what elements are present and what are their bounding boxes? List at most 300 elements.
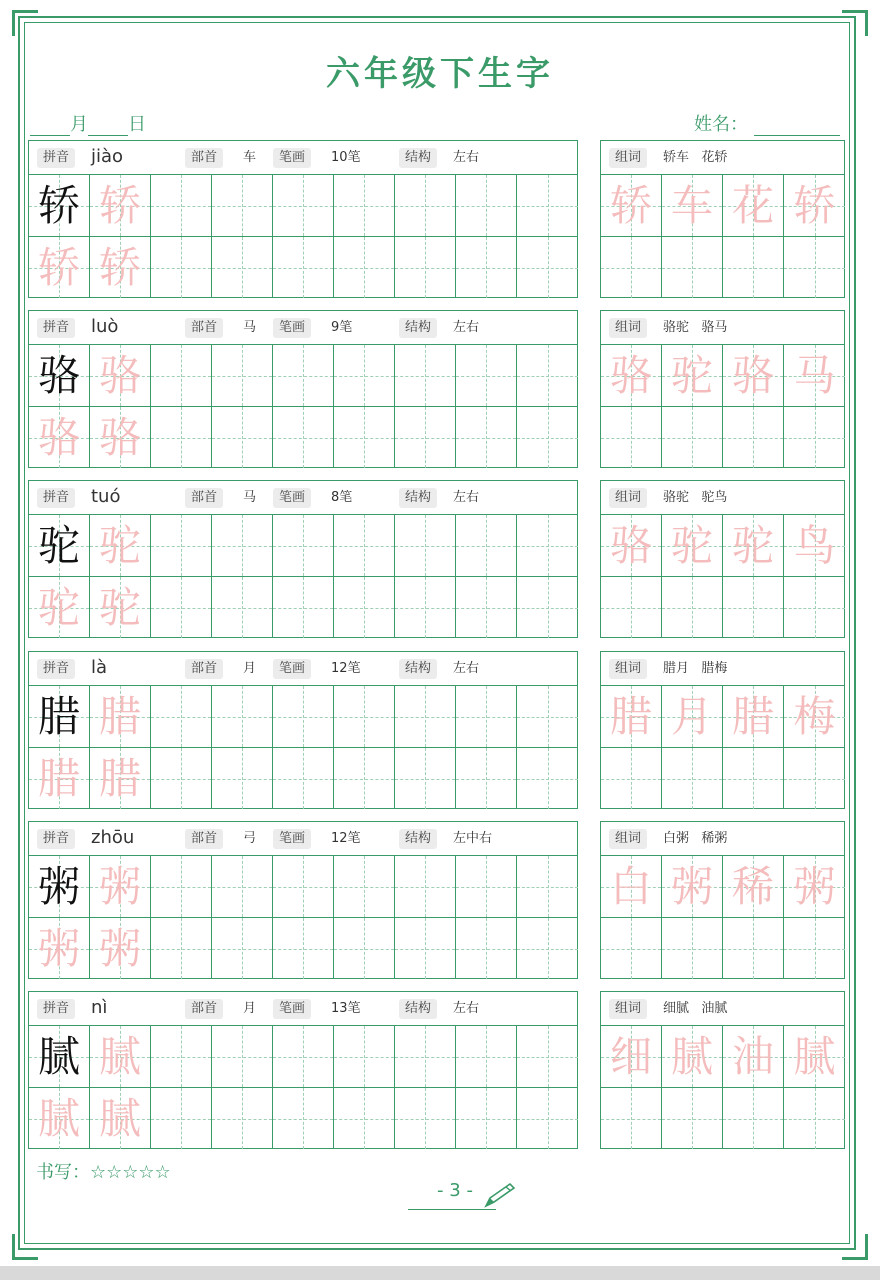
tian-grid-cell[interactable] [723, 918, 784, 979]
practice-grid-row [29, 515, 577, 576]
strokes-value: 12笔 [331, 831, 361, 846]
tian-grid-cell[interactable] [334, 1088, 395, 1149]
tian-grid-cell[interactable] [212, 515, 273, 576]
strokes-value: 13笔 [331, 1001, 361, 1016]
pinyin-label: 拼音 [37, 488, 75, 508]
tian-grid-cell[interactable] [784, 175, 845, 236]
structure-label: 结构 [399, 999, 437, 1019]
radical-label: 部首 [185, 318, 223, 338]
trace-character: 轿 [98, 243, 141, 292]
tian-grid-cell[interactable] [395, 345, 456, 406]
tian-grid-cell[interactable] [784, 345, 845, 406]
tian-grid-cell[interactable] [601, 748, 662, 809]
tian-grid-cell[interactable] [90, 856, 151, 917]
tian-grid-cell[interactable] [212, 237, 273, 298]
tian-grid-cell[interactable] [395, 515, 456, 576]
structure-value: 左右 [453, 1001, 480, 1016]
tian-grid-cell[interactable] [334, 748, 395, 809]
tian-grid-cell[interactable] [723, 856, 784, 917]
tian-grid-cell[interactable] [601, 856, 662, 917]
tian-grid-cell[interactable] [662, 1026, 723, 1087]
tian-grid-cell[interactable] [784, 237, 845, 298]
tian-grid-cell[interactable] [273, 237, 334, 298]
pinyin-value: nì [91, 997, 108, 1018]
tian-grid-cell[interactable] [212, 1026, 273, 1087]
corner-ornament [842, 1234, 868, 1260]
tian-grid-cell[interactable] [334, 577, 395, 638]
tian-grid-cell[interactable] [395, 407, 456, 468]
tian-grid-cell[interactable] [456, 686, 517, 747]
structure-label: 结构 [399, 148, 437, 168]
strokes-label: 笔画 [273, 829, 311, 849]
model-character: 腻 [37, 1032, 80, 1081]
tian-grid-cell[interactable] [784, 918, 845, 979]
tian-grid-cell[interactable] [601, 577, 662, 638]
tian-grid-cell[interactable] [334, 345, 395, 406]
tian-grid-cell[interactable] [784, 515, 845, 576]
page-number: - 3 - [437, 1180, 473, 1201]
word-grid-row [601, 686, 844, 747]
tian-grid-cell[interactable] [517, 1088, 578, 1149]
words-value: 细腻 油腻 [663, 1001, 728, 1016]
tian-grid-cell[interactable] [212, 856, 273, 917]
tian-grid-cell[interactable] [151, 1088, 212, 1149]
tian-grid-cell[interactable] [517, 686, 578, 747]
tian-grid-cell[interactable] [90, 1088, 151, 1149]
day-blank[interactable] [88, 116, 128, 136]
tian-grid-cell[interactable] [29, 748, 90, 809]
trace-character: 腊 [98, 754, 141, 803]
pinyin-value: tuó [91, 486, 121, 507]
tian-grid-cell[interactable] [90, 515, 151, 576]
tian-grid-cell[interactable] [151, 748, 212, 809]
tian-grid-cell[interactable] [456, 1026, 517, 1087]
tian-grid-cell[interactable] [273, 515, 334, 576]
char-info-bar [29, 822, 577, 856]
tian-grid-cell[interactable] [334, 856, 395, 917]
word-practice-block [600, 821, 845, 979]
practice-grid-row [29, 175, 577, 236]
tian-grid-cell[interactable] [601, 686, 662, 747]
tian-grid-cell[interactable] [90, 686, 151, 747]
tian-grid-cell[interactable] [212, 748, 273, 809]
month-label: 月 [70, 114, 88, 135]
tian-grid-cell[interactable] [723, 686, 784, 747]
pinyin-value: jiào [91, 146, 124, 167]
word-grid-row [601, 236, 844, 297]
radical-label: 部首 [185, 148, 223, 168]
month-blank[interactable] [30, 116, 70, 136]
trace-character: 腊 [609, 692, 652, 741]
pinyin-label: 拼音 [37, 999, 75, 1019]
tian-grid-cell[interactable] [273, 577, 334, 638]
word-grid-row [601, 345, 844, 406]
structure-label: 结构 [399, 318, 437, 338]
structure-value: 左右 [453, 150, 480, 165]
tian-grid-cell[interactable] [151, 1026, 212, 1087]
char-info-bar [29, 141, 577, 175]
tian-grid-cell[interactable] [456, 515, 517, 576]
radical-value: 弓 [243, 831, 257, 846]
tian-grid-cell[interactable] [517, 748, 578, 809]
trace-character: 骆 [609, 351, 652, 400]
tian-grid-cell[interactable] [601, 1026, 662, 1087]
word-practice-block [600, 991, 845, 1149]
tian-grid-cell[interactable] [273, 407, 334, 468]
tian-grid-cell[interactable] [784, 748, 845, 809]
words-label: 组词 [609, 999, 647, 1019]
tian-grid-cell[interactable] [723, 407, 784, 468]
trace-character: 腻 [670, 1032, 713, 1081]
word-grid-row [601, 747, 844, 808]
tian-grid-cell[interactable] [151, 345, 212, 406]
tian-grid-cell[interactable] [90, 577, 151, 638]
tian-grid-cell[interactable] [662, 1088, 723, 1149]
words-value: 白粥 稀粥 [663, 831, 728, 846]
tian-grid-cell[interactable] [723, 577, 784, 638]
tian-grid-cell[interactable] [29, 407, 90, 468]
pinyin-label: 拼音 [37, 318, 75, 338]
strokes-label: 笔画 [273, 999, 311, 1019]
strokes-value: 12笔 [331, 661, 361, 676]
radical-label: 部首 [185, 488, 223, 508]
trace-character: 驼 [670, 351, 713, 400]
tian-grid-cell[interactable] [151, 577, 212, 638]
tian-grid-cell[interactable] [517, 918, 578, 979]
tian-grid-cell[interactable] [90, 748, 151, 809]
tian-grid-cell[interactable] [29, 1026, 90, 1087]
tian-grid-cell[interactable] [151, 686, 212, 747]
tian-grid-cell[interactable] [517, 237, 578, 298]
trace-character: 梅 [793, 692, 836, 741]
tian-grid-cell[interactable] [29, 577, 90, 638]
tian-grid-cell[interactable] [90, 175, 151, 236]
pinyin-value: zhōu [91, 827, 135, 848]
practice-grid-row [29, 856, 577, 917]
tian-grid-cell[interactable] [29, 237, 90, 298]
trace-character: 骆 [731, 351, 774, 400]
tian-grid-cell[interactable] [456, 748, 517, 809]
word-practice-block [600, 310, 845, 468]
tian-grid-cell[interactable] [212, 175, 273, 236]
tian-grid-cell[interactable] [662, 856, 723, 917]
pen-icon [480, 1180, 520, 1210]
char-practice-block [28, 991, 578, 1149]
tian-grid-cell[interactable] [334, 686, 395, 747]
trace-character: 白 [609, 862, 652, 911]
words-label: 组词 [609, 318, 647, 338]
tian-grid-cell[interactable] [601, 515, 662, 576]
tian-grid-cell[interactable] [90, 1026, 151, 1087]
tian-grid-cell[interactable] [723, 1088, 784, 1149]
tian-grid-cell[interactable] [662, 686, 723, 747]
tian-grid-cell[interactable] [395, 1026, 456, 1087]
tian-grid-cell[interactable] [395, 918, 456, 979]
radical-value: 马 [243, 490, 257, 505]
tian-grid-cell[interactable] [517, 515, 578, 576]
tian-grid-cell[interactable] [601, 345, 662, 406]
radical-value: 车 [243, 150, 257, 165]
tian-grid-cell[interactable] [784, 577, 845, 638]
day-label: 日 [128, 114, 146, 135]
char-info-bar [29, 481, 577, 515]
tian-grid-cell[interactable] [601, 175, 662, 236]
tian-grid-cell[interactable] [395, 856, 456, 917]
words-value: 骆驼 驼鸟 [663, 490, 728, 505]
name-label: 姓名： [694, 114, 748, 135]
words-value: 腊月 腊梅 [663, 661, 728, 676]
char-practice-block [28, 310, 578, 468]
trace-character: 驼 [731, 521, 774, 570]
trace-character: 油 [731, 1032, 774, 1081]
practice-grid-row [29, 747, 577, 808]
structure-label: 结构 [399, 488, 437, 508]
trace-character: 腻 [98, 1094, 141, 1143]
tian-grid-cell[interactable] [784, 1088, 845, 1149]
trace-character: 驼 [37, 583, 80, 632]
tian-grid-cell[interactable] [29, 686, 90, 747]
structure-value: 左右 [453, 661, 480, 676]
trace-character: 轿 [609, 181, 652, 230]
tian-grid-cell[interactable] [456, 918, 517, 979]
trace-character: 轿 [793, 181, 836, 230]
tian-grid-cell[interactable] [395, 175, 456, 236]
page-title: 六年级下生字 [326, 54, 554, 94]
word-practice-block [600, 480, 845, 638]
word-grid-row [601, 175, 844, 236]
corner-ornament [12, 1234, 38, 1260]
words-info-bar [601, 652, 844, 686]
tian-grid-cell[interactable] [273, 1088, 334, 1149]
words-info-bar [601, 822, 844, 856]
page-bottom-edge [0, 1266, 880, 1280]
tian-grid-cell[interactable] [517, 1026, 578, 1087]
model-character: 驼 [37, 521, 80, 570]
trace-character: 腊 [731, 692, 774, 741]
tian-grid-cell[interactable] [723, 515, 784, 576]
char-practice-block [28, 140, 578, 298]
tian-grid-cell[interactable] [151, 918, 212, 979]
trace-character: 骆 [609, 521, 652, 570]
tian-grid-cell[interactable] [723, 237, 784, 298]
tian-grid-cell[interactable] [601, 1088, 662, 1149]
tian-grid-cell[interactable] [90, 345, 151, 406]
tian-grid-cell[interactable] [212, 345, 273, 406]
tian-grid-cell[interactable] [395, 1088, 456, 1149]
tian-grid-cell[interactable] [456, 577, 517, 638]
trace-character: 鸟 [793, 521, 836, 570]
tian-grid-cell[interactable] [212, 918, 273, 979]
tian-grid-cell[interactable] [662, 407, 723, 468]
tian-grid-cell[interactable] [662, 748, 723, 809]
words-info-bar [601, 311, 844, 345]
tian-grid-cell[interactable] [395, 577, 456, 638]
trace-character: 腻 [37, 1094, 80, 1143]
trace-character: 粥 [670, 862, 713, 911]
tian-grid-cell[interactable] [334, 1026, 395, 1087]
tian-grid-cell[interactable] [273, 175, 334, 236]
trace-character: 轿 [37, 243, 80, 292]
tian-grid-cell[interactable] [784, 1026, 845, 1087]
strokes-label: 笔画 [273, 318, 311, 338]
tian-grid-cell[interactable] [456, 1088, 517, 1149]
tian-grid-cell[interactable] [662, 515, 723, 576]
char-practice-block [28, 821, 578, 979]
tian-grid-cell[interactable] [29, 918, 90, 979]
tian-grid-cell[interactable] [662, 175, 723, 236]
tian-grid-cell[interactable] [723, 175, 784, 236]
radical-value: 马 [243, 320, 257, 335]
radical-value: 月 [243, 661, 257, 676]
tian-grid-cell[interactable] [90, 918, 151, 979]
tian-grid-cell[interactable] [212, 577, 273, 638]
tian-grid-cell[interactable] [784, 686, 845, 747]
word-grid-row [601, 1026, 844, 1087]
tian-grid-cell[interactable] [151, 515, 212, 576]
strokes-label: 笔画 [273, 659, 311, 679]
tian-grid-cell[interactable] [151, 175, 212, 236]
tian-grid-cell[interactable] [334, 918, 395, 979]
tian-grid-cell[interactable] [273, 1026, 334, 1087]
char-info-bar [29, 652, 577, 686]
tian-grid-cell[interactable] [29, 856, 90, 917]
tian-grid-cell[interactable] [151, 407, 212, 468]
tian-grid-cell[interactable] [29, 175, 90, 236]
tian-grid-cell[interactable] [662, 918, 723, 979]
date-field[interactable] [30, 110, 146, 136]
tian-grid-cell[interactable] [517, 175, 578, 236]
radical-value: 月 [243, 1001, 257, 1016]
practice-grid-row [29, 345, 577, 406]
model-character: 粥 [37, 862, 80, 911]
tian-grid-cell[interactable] [90, 407, 151, 468]
trace-character: 腻 [793, 1032, 836, 1081]
tian-grid-cell[interactable] [334, 515, 395, 576]
trace-character: 骆 [37, 413, 80, 462]
pinyin-value: là [91, 657, 108, 678]
tian-grid-cell[interactable] [456, 856, 517, 917]
trace-character: 轿 [98, 181, 141, 230]
trace-character: 粥 [37, 924, 80, 973]
tian-grid-cell[interactable] [395, 748, 456, 809]
tian-grid-cell[interactable] [212, 1088, 273, 1149]
tian-grid-cell[interactable] [273, 856, 334, 917]
trace-character: 粥 [98, 862, 141, 911]
strokes-value: 8笔 [331, 490, 353, 505]
words-label: 组词 [609, 488, 647, 508]
practice-grid-row [29, 236, 577, 297]
practice-grid-row [29, 1026, 577, 1087]
tian-grid-cell[interactable] [456, 175, 517, 236]
words-label: 组词 [609, 829, 647, 849]
tian-grid-cell[interactable] [151, 856, 212, 917]
trace-character: 骆 [98, 351, 141, 400]
trace-character: 稀 [731, 862, 774, 911]
words-value: 轿车 花轿 [663, 150, 728, 165]
model-character: 骆 [37, 351, 80, 400]
word-grid-row [601, 917, 844, 978]
tian-grid-cell[interactable] [456, 345, 517, 406]
word-practice-block [600, 140, 845, 298]
tian-grid-cell[interactable] [29, 515, 90, 576]
trace-character: 粥 [793, 862, 836, 911]
tian-grid-cell[interactable] [517, 407, 578, 468]
tian-grid-cell[interactable] [723, 1026, 784, 1087]
word-grid-row [601, 1087, 844, 1148]
tian-grid-cell[interactable] [662, 237, 723, 298]
strokes-label: 笔画 [273, 488, 311, 508]
tian-grid-cell[interactable] [456, 237, 517, 298]
tian-grid-cell[interactable] [151, 237, 212, 298]
tian-grid-cell[interactable] [90, 237, 151, 298]
tian-grid-cell[interactable] [273, 686, 334, 747]
tian-grid-cell[interactable] [334, 407, 395, 468]
strokes-value: 9笔 [331, 320, 353, 335]
tian-grid-cell[interactable] [29, 1088, 90, 1149]
pinyin-label: 拼音 [37, 659, 75, 679]
tian-grid-cell[interactable] [723, 345, 784, 406]
tian-grid-cell[interactable] [517, 577, 578, 638]
trace-character: 驼 [98, 583, 141, 632]
tian-grid-cell[interactable] [601, 407, 662, 468]
words-value: 骆驼 骆马 [663, 320, 728, 335]
name-blank[interactable] [754, 116, 840, 136]
tian-grid-cell[interactable] [517, 856, 578, 917]
tian-grid-cell[interactable] [212, 407, 273, 468]
pinyin-label: 拼音 [37, 148, 75, 168]
tian-grid-cell[interactable] [517, 345, 578, 406]
tian-grid-cell[interactable] [273, 918, 334, 979]
strokes-value: 10笔 [331, 150, 361, 165]
tian-grid-cell[interactable] [784, 856, 845, 917]
tian-grid-cell[interactable] [662, 577, 723, 638]
tian-grid-cell[interactable] [784, 407, 845, 468]
trace-character: 花 [731, 181, 774, 230]
tian-grid-cell[interactable] [395, 237, 456, 298]
strokes-label: 笔画 [273, 148, 311, 168]
tian-grid-cell[interactable] [395, 686, 456, 747]
practice-grid-row [29, 917, 577, 978]
model-character: 腊 [37, 692, 80, 741]
tian-grid-cell[interactable] [601, 918, 662, 979]
trace-character: 骆 [98, 413, 141, 462]
tian-grid-cell[interactable] [723, 748, 784, 809]
trace-character: 腊 [98, 692, 141, 741]
tian-grid-cell[interactable] [29, 345, 90, 406]
trace-character: 细 [609, 1032, 652, 1081]
trace-character: 驼 [98, 521, 141, 570]
char-practice-block [28, 651, 578, 809]
tian-grid-cell[interactable] [662, 345, 723, 406]
tian-grid-cell[interactable] [273, 748, 334, 809]
name-field[interactable] [694, 110, 840, 136]
tian-grid-cell[interactable] [456, 407, 517, 468]
tian-grid-cell[interactable] [334, 175, 395, 236]
tian-grid-cell[interactable] [212, 686, 273, 747]
tian-grid-cell[interactable] [601, 237, 662, 298]
trace-character: 腊 [37, 754, 80, 803]
word-grid-row [601, 576, 844, 637]
words-label: 组词 [609, 148, 647, 168]
structure-value: 左右 [453, 320, 480, 335]
tian-grid-cell[interactable] [273, 345, 334, 406]
practice-grid-row [29, 576, 577, 637]
radical-label: 部首 [185, 659, 223, 679]
words-info-bar [601, 992, 844, 1026]
practice-grid-row [29, 1087, 577, 1148]
tian-grid-cell[interactable] [334, 237, 395, 298]
model-character: 轿 [37, 181, 80, 230]
